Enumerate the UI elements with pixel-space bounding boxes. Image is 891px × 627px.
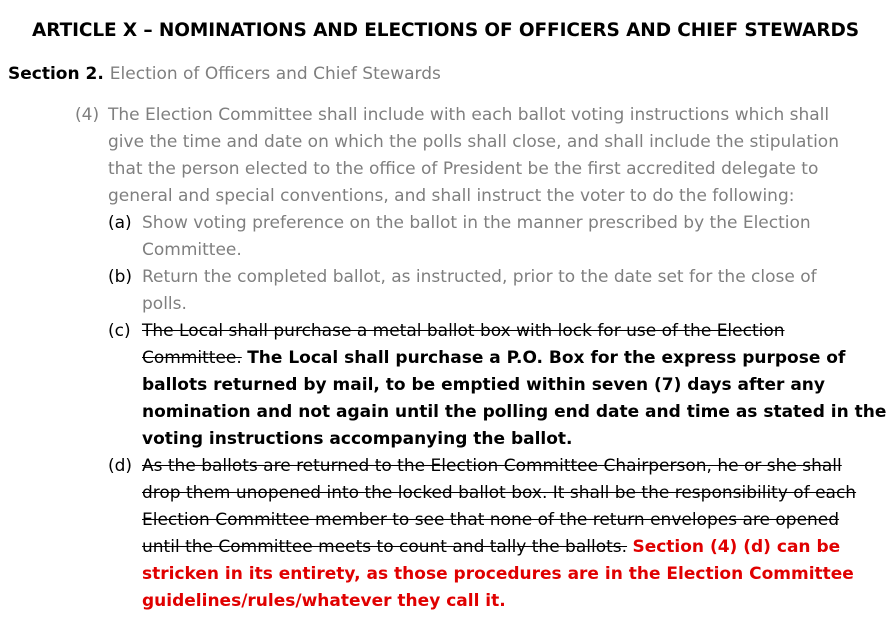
item-d-struck-line: until the Committee meets to count and tally the ballots. [142, 537, 628, 557]
paragraph-4-text [108, 102, 839, 210]
item-c-label: (c) [108, 321, 131, 341]
section-heading [8, 61, 441, 87]
item-d-text [142, 453, 856, 615]
item-c-replacement-line: voting instructions accompanying the ballot. [142, 429, 573, 449]
item-b-line: Return the completed ballot, as instructed, prior to the date set for the close of [142, 267, 817, 287]
item-d-comment-text: Section (4) (d) can be [632, 537, 841, 557]
item-a-line: Committee. [142, 240, 242, 260]
article-title: ARTICLE X – NOMINATIONS AND ELECTIONS OF OFFICERS AND CHIEF STEWARDS [32, 20, 859, 41]
item-c-struck-text: The Local shall purchase a metal ballot box with lock for use of the Election [142, 321, 785, 341]
item-b-text [142, 264, 817, 318]
paragraph-4-line: that the person elected to the office of President be the first accredited delegate to [108, 159, 819, 179]
item-b-line: polls. [142, 294, 187, 314]
item-d-comment-line: guidelines/rules/whatever they call it. [142, 591, 506, 611]
paragraph-4-line: general and special conventions, and shall instruct the voter to do the following: [108, 186, 795, 206]
item-c-replacement-text: The Local shall purchase a P.O. Box for the express purpose of [247, 348, 846, 368]
item-a-line: Show voting preference on the ballot in the manner prescribed by the Election [142, 213, 811, 233]
item-d-label: (d) [108, 456, 133, 476]
item-c-text [142, 318, 886, 453]
item-a-text [142, 210, 811, 264]
section-name: Election of Officers and Chief Stewards [109, 64, 441, 84]
section-label: Section 2. [8, 64, 104, 84]
item-d-comment-line: stricken in its entirety, as those procedures are in the Election Committee [142, 564, 854, 584]
paragraph-4-line: give the time and date on which the polls shall close, and shall include the stipulation [108, 132, 839, 152]
item-c-struck-text: Committee. [142, 348, 242, 368]
item-d-struck-line: As the ballots are returned to the Election Committee Chairperson, he or she shall [142, 456, 842, 476]
item-d-struck-line: Election Committee member to see that none of the return envelopes are opened [142, 510, 840, 530]
item-d-struck-line: drop them unopened into the locked ballot box. It shall be the responsibility of each [142, 483, 857, 503]
item-c-replacement-line: ballots returned by mail, to be emptied within seven (7) days after any [142, 375, 825, 395]
paragraph-4-number: (4) [75, 105, 100, 125]
item-a-label: (a) [108, 213, 132, 233]
item-c-replacement-line: nomination and not again until the polling end date and time as stated in the [142, 402, 887, 422]
paragraph-4-line: The Election Committee shall include with each ballot voting instructions which shall [108, 105, 830, 125]
item-b-label: (b) [108, 267, 133, 287]
